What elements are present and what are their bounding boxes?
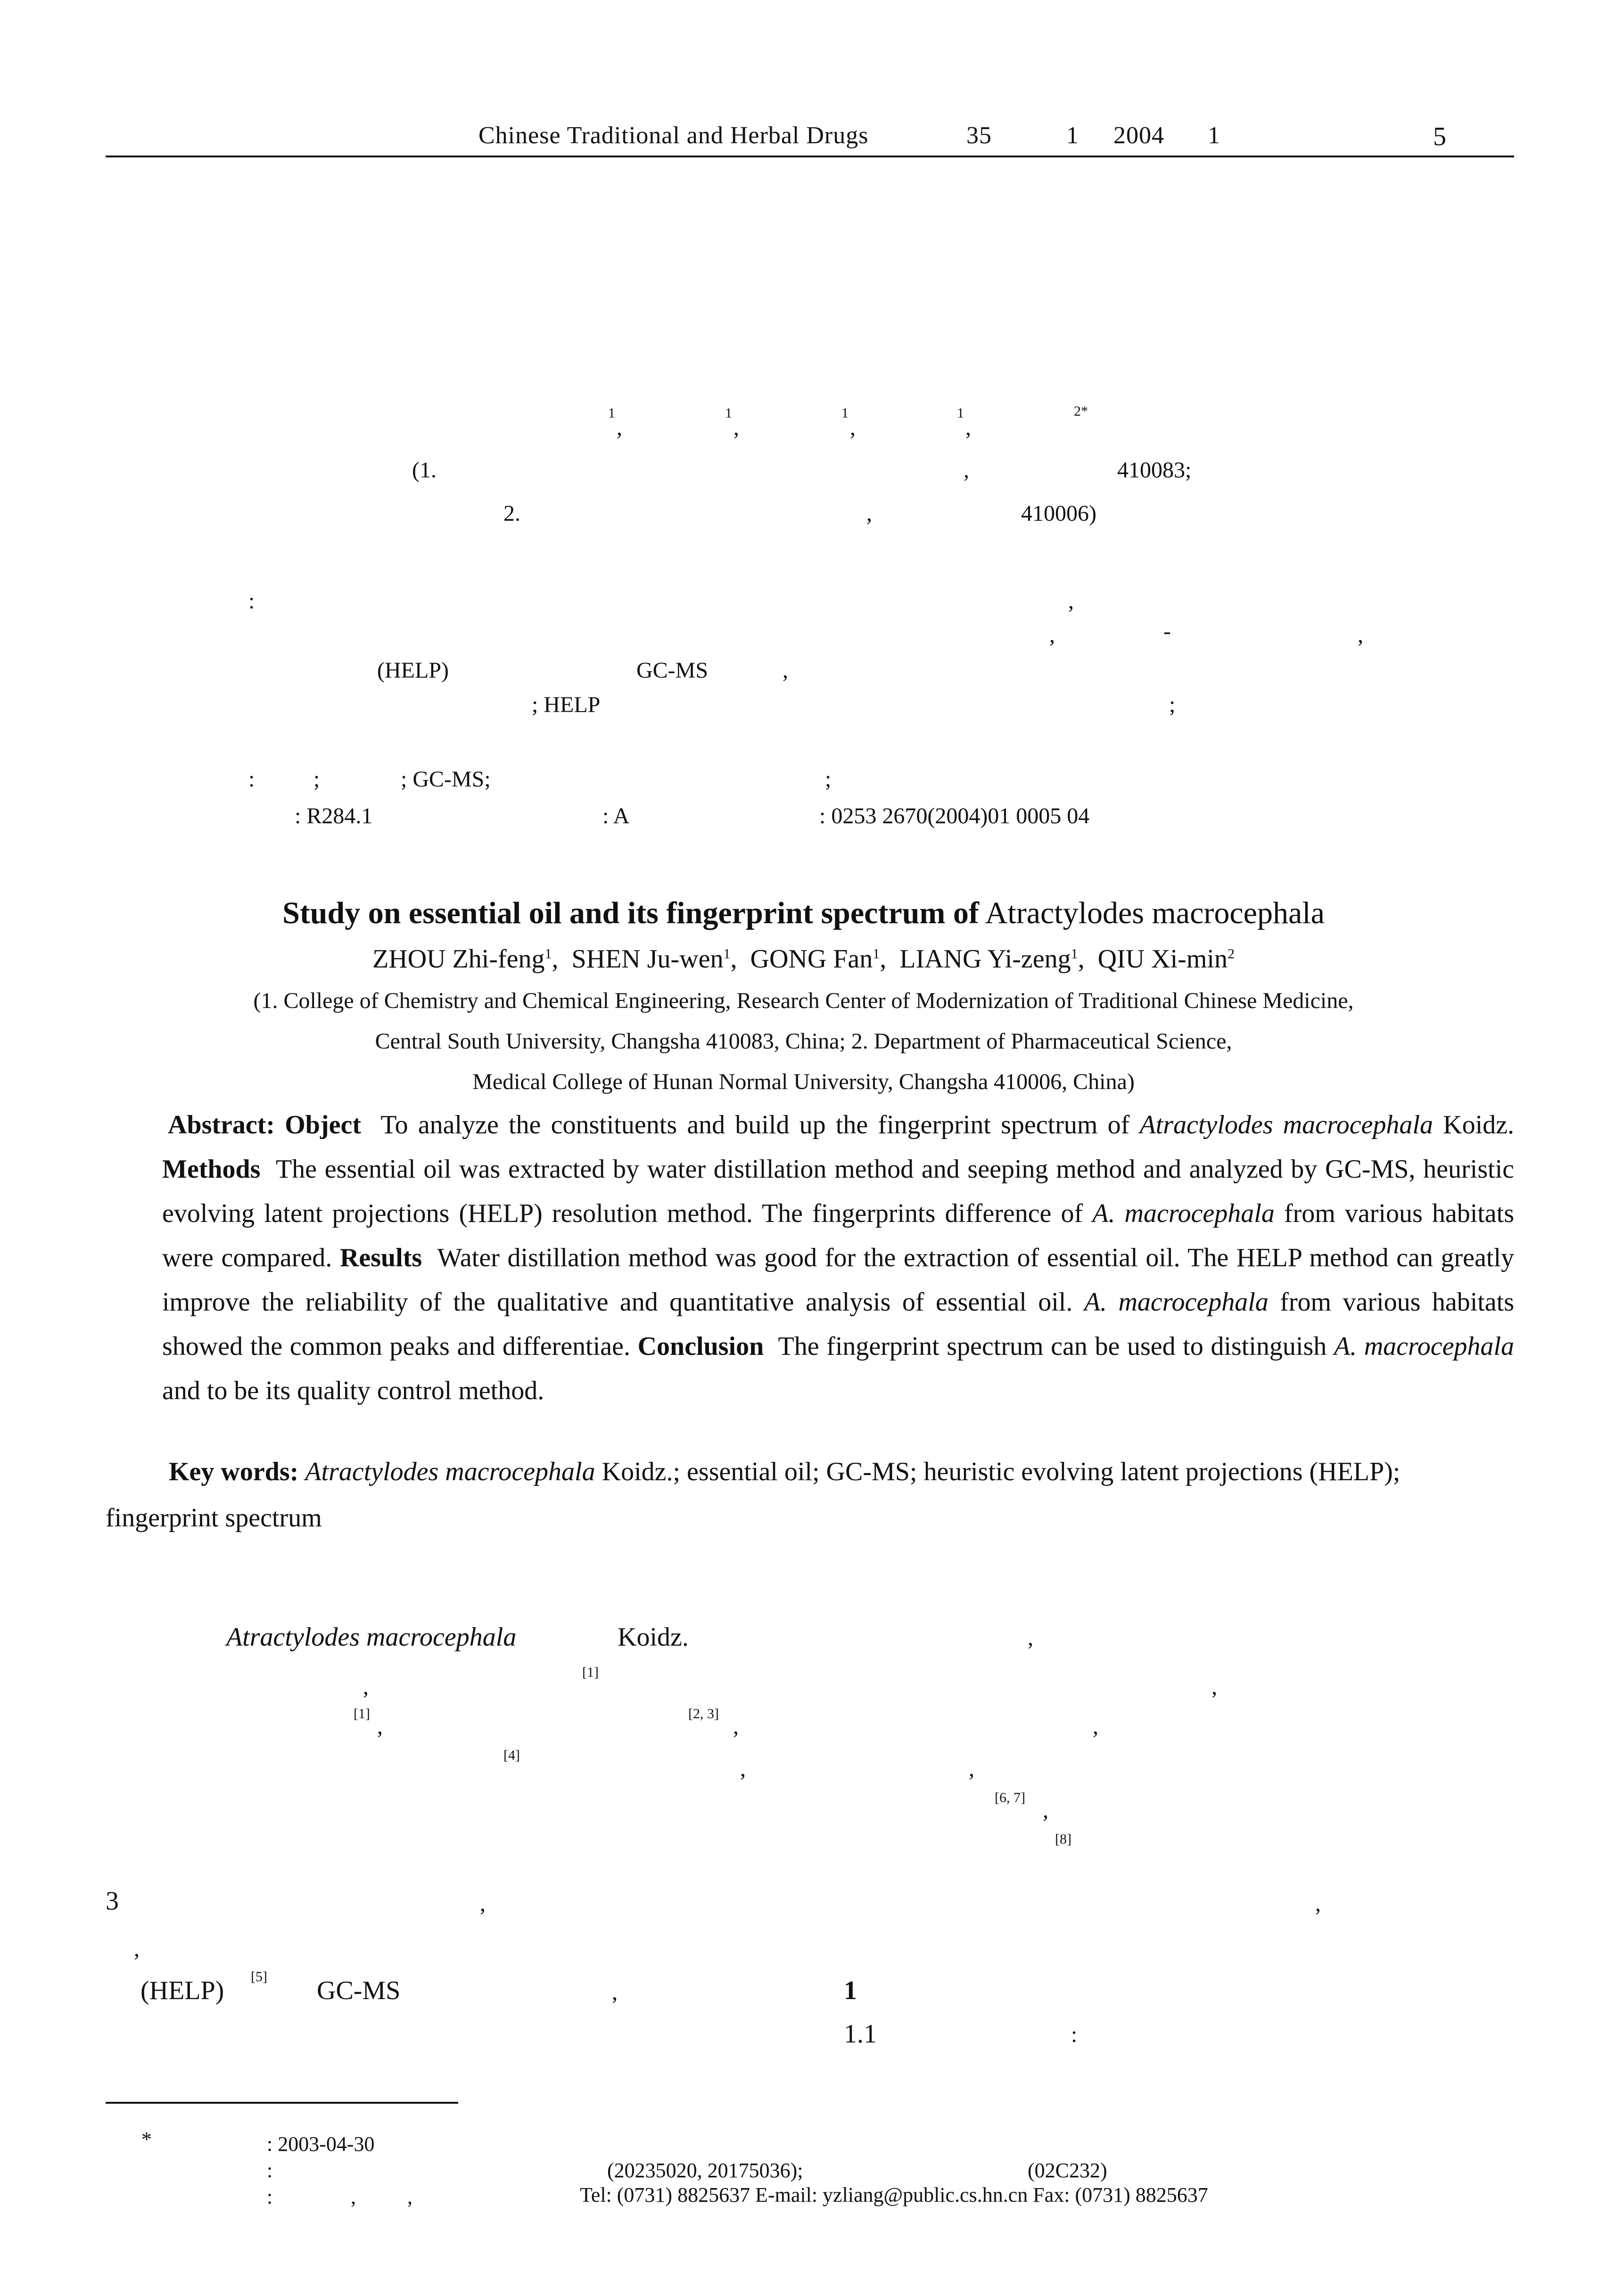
citation-ref: [1] bbox=[354, 1706, 370, 1722]
author-name: GONG Fan bbox=[750, 944, 873, 974]
abstract-cn-comma: , bbox=[1358, 623, 1363, 648]
abstract-cn-semicolon: ; bbox=[1169, 692, 1176, 717]
affiliation-en-line: (1. College of Chemistry and Chemical Engineering, Research Center of Modernization of Traditional Chinese Medicine, bbox=[253, 988, 1354, 1013]
author-name: ZHOU Zhi-feng bbox=[372, 944, 545, 974]
abstract-cn-comma: , bbox=[1049, 623, 1055, 648]
citation-ref: [4] bbox=[503, 1747, 520, 1763]
conclusion-label: Conclusion bbox=[637, 1332, 764, 1361]
abstract-cn-label: : bbox=[248, 589, 255, 614]
species-name: A. macrocephala bbox=[1334, 1332, 1514, 1361]
keywords-cn-separator: ; bbox=[825, 767, 832, 792]
english-authors: ZHOU Zhi-feng$^1$, SHEN Ju-wen$^1$, GONG Fan$^1$, LIANG Yi-zeng$^1$, QIU $Xi-\min^2$ bbox=[372, 944, 1235, 974]
body-comma: , bbox=[377, 1714, 383, 1739]
keywords-en bbox=[106, 1449, 1514, 1541]
body-number: 3 bbox=[106, 1886, 119, 1916]
journal-name: Chinese Traditional and Herbal Drugs bbox=[478, 122, 869, 149]
author-affil-mark: 2 bbox=[1227, 946, 1235, 962]
author-separator: , bbox=[965, 415, 971, 440]
bio-separator: , bbox=[351, 2185, 356, 2208]
body-comma: , bbox=[1043, 1798, 1048, 1823]
page-number: 5 bbox=[1433, 122, 1447, 151]
author-mark: 1 bbox=[608, 405, 615, 421]
english-title bbox=[0, 895, 1607, 931]
affiliation-separator: , bbox=[866, 501, 872, 526]
english-title-species: Atractylodes macrocephala bbox=[985, 896, 1325, 930]
results-text: Water distillation method was good for the extraction of essential oil. The HELP method can greatly improve the reliability of the qualitative and quantitative analysis of essential oil. bbox=[162, 1243, 1514, 1317]
abstract-cn-gcms: GC-MS bbox=[636, 658, 709, 683]
affiliation-cn-line1-postcode: 410083; bbox=[1117, 458, 1192, 483]
body-comma: , bbox=[134, 1936, 140, 1961]
body-species-name: Atractylodes macrocephala bbox=[226, 1623, 517, 1652]
object-text: To analyze the constituents and build up the fingerprint spectrum of bbox=[380, 1110, 1130, 1140]
body-comma: , bbox=[969, 1756, 974, 1781]
affiliation-cn-line2-postcode: 410006) bbox=[1021, 501, 1096, 526]
abstract-cn-help: ; HELP bbox=[532, 692, 601, 717]
section-heading-1-1: 1.1 bbox=[844, 2019, 877, 2049]
fund-numbers: (20235020, 20175036); bbox=[607, 2159, 803, 2182]
article-id: : 0253 2670(2004)01 0005 04 bbox=[819, 804, 1090, 828]
body-help: (HELP) bbox=[140, 1976, 224, 2005]
abstract-cn-comma: , bbox=[783, 658, 788, 683]
abstract-cn-comma: , bbox=[1068, 589, 1074, 614]
author-separator: , bbox=[850, 415, 856, 440]
clc-number: : R284.1 bbox=[295, 804, 373, 828]
body-comma: , bbox=[612, 1980, 618, 2005]
abstract-en bbox=[162, 1103, 1514, 1413]
results-label: Results bbox=[339, 1243, 422, 1272]
citation-ref: [5] bbox=[251, 1969, 267, 1984]
bio-colon: : bbox=[267, 2185, 273, 2208]
english-title-main: Study on essential oil and its fingerprint spectrum of bbox=[282, 896, 979, 930]
contact-info: Tel: (0731) 8825637 E-mail: yzliang@public.cs.hn.cn Fax: (0731) 8825637 bbox=[580, 2183, 1208, 2206]
species-name: A. macrocephala bbox=[1084, 1287, 1269, 1317]
citation-ref: [2, 3] bbox=[688, 1706, 719, 1722]
species-name: A. macrocephala bbox=[1092, 1199, 1275, 1228]
keywords-label: Key words: bbox=[169, 1457, 299, 1486]
keywords-text: Koidz.; essential oil; GC-MS; heuristic evolving latent projections (HELP); fingerprint spectrum bbox=[106, 1457, 1401, 1533]
keywords-cn-label: : bbox=[248, 767, 255, 792]
author-separator: , bbox=[617, 415, 622, 440]
fund-colon: : bbox=[267, 2159, 273, 2182]
author-affil-mark: 1 bbox=[873, 946, 880, 962]
author-name: LIANG Yi-zeng bbox=[899, 944, 1071, 974]
body-comma: , bbox=[1211, 1674, 1217, 1699]
body-comma: , bbox=[740, 1756, 746, 1781]
affiliation-cn-line1-prefix: (1. bbox=[412, 458, 437, 483]
body-comma: , bbox=[363, 1674, 369, 1699]
author-separator: , bbox=[733, 415, 739, 440]
methods-text-2: from various habitats were compared. bbox=[162, 1199, 1515, 1272]
body-comma: , bbox=[733, 1714, 739, 1739]
conclusion-text: The fingerprint spectrum can be used to distinguish bbox=[778, 1332, 1327, 1361]
keyword-species: Atractylodes macrocephala bbox=[305, 1457, 595, 1486]
issue-number: 1 bbox=[1066, 122, 1079, 149]
abstract-label: Abstract: bbox=[168, 1110, 275, 1140]
affiliation-cn-line2-prefix: 2. bbox=[503, 501, 520, 526]
bio-separator: , bbox=[407, 2185, 412, 2208]
object-label: Object bbox=[285, 1110, 361, 1140]
footnote-rule bbox=[106, 2102, 458, 2104]
document-code: : A bbox=[602, 804, 630, 828]
body-comma: , bbox=[480, 1891, 486, 1916]
results-text-2: from various habitats showed the common peaks and differentiae. bbox=[162, 1287, 1515, 1361]
author-mark: 1 bbox=[841, 405, 849, 421]
volume-number: 35 bbox=[966, 122, 992, 149]
methods-label: Methods bbox=[162, 1155, 261, 1184]
header-rule bbox=[106, 156, 1514, 157]
abstract-cn-dash: - bbox=[1163, 619, 1171, 644]
author-mark: 1 bbox=[957, 405, 964, 421]
body-colon: : bbox=[1071, 2022, 1078, 2047]
fund-code: (02C232) bbox=[1028, 2159, 1107, 2182]
species-name: Atractylodes macrocephala bbox=[1139, 1110, 1433, 1140]
author-affil-mark: 1 bbox=[1071, 946, 1078, 962]
keywords-cn-separator: ; bbox=[313, 767, 320, 792]
citation-ref: [8] bbox=[1055, 1831, 1071, 1847]
affiliation-separator: , bbox=[964, 458, 969, 483]
affiliation-en-line: Medical College of Hunan Normal University, Changsha 410006, China) bbox=[472, 1069, 1135, 1094]
received-date: : 2003-04-30 bbox=[267, 2132, 375, 2156]
keywords-cn-gcms: ; GC-MS; bbox=[401, 767, 491, 792]
author-mark: 2* bbox=[1074, 403, 1088, 419]
species-author: Koidz. bbox=[1443, 1110, 1515, 1140]
footnote-star: * bbox=[141, 2128, 152, 2151]
author-affil-mark: 1 bbox=[544, 946, 552, 962]
citation-ref: [6, 7] bbox=[995, 1790, 1025, 1805]
body-comma: , bbox=[1028, 1625, 1033, 1650]
author-name: SHEN Ju-wen bbox=[571, 944, 724, 974]
body-species-author: Koidz. bbox=[618, 1623, 689, 1652]
author-name: QIU Xi-min bbox=[1097, 944, 1228, 974]
section-heading-1: 1 bbox=[844, 1976, 857, 2005]
citation-ref: [1] bbox=[582, 1665, 599, 1680]
author-mark: 1 bbox=[725, 405, 732, 421]
body-comma: , bbox=[1093, 1714, 1098, 1739]
publication-month: 1 bbox=[1208, 122, 1220, 149]
affiliation-en-line: Central South University, Changsha 410083, China; 2. Department of Pharmaceutical Science, bbox=[375, 1029, 1232, 1054]
methods-text: The essential oil was extracted by water distillation method and seeping method and analyzed by GC-MS, heuristic evolving latent projections (HELP) resolution method. The fingerprints difference of bbox=[162, 1155, 1514, 1228]
body-comma: , bbox=[1315, 1891, 1321, 1916]
abstract-cn-help: (HELP) bbox=[377, 658, 449, 683]
publication-year: 2004 bbox=[1113, 122, 1164, 149]
author-affil-mark: 1 bbox=[723, 946, 731, 962]
conclusion-text-2: and to be its quality control method. bbox=[162, 1376, 544, 1405]
body-gcms: GC-MS bbox=[317, 1976, 401, 2005]
